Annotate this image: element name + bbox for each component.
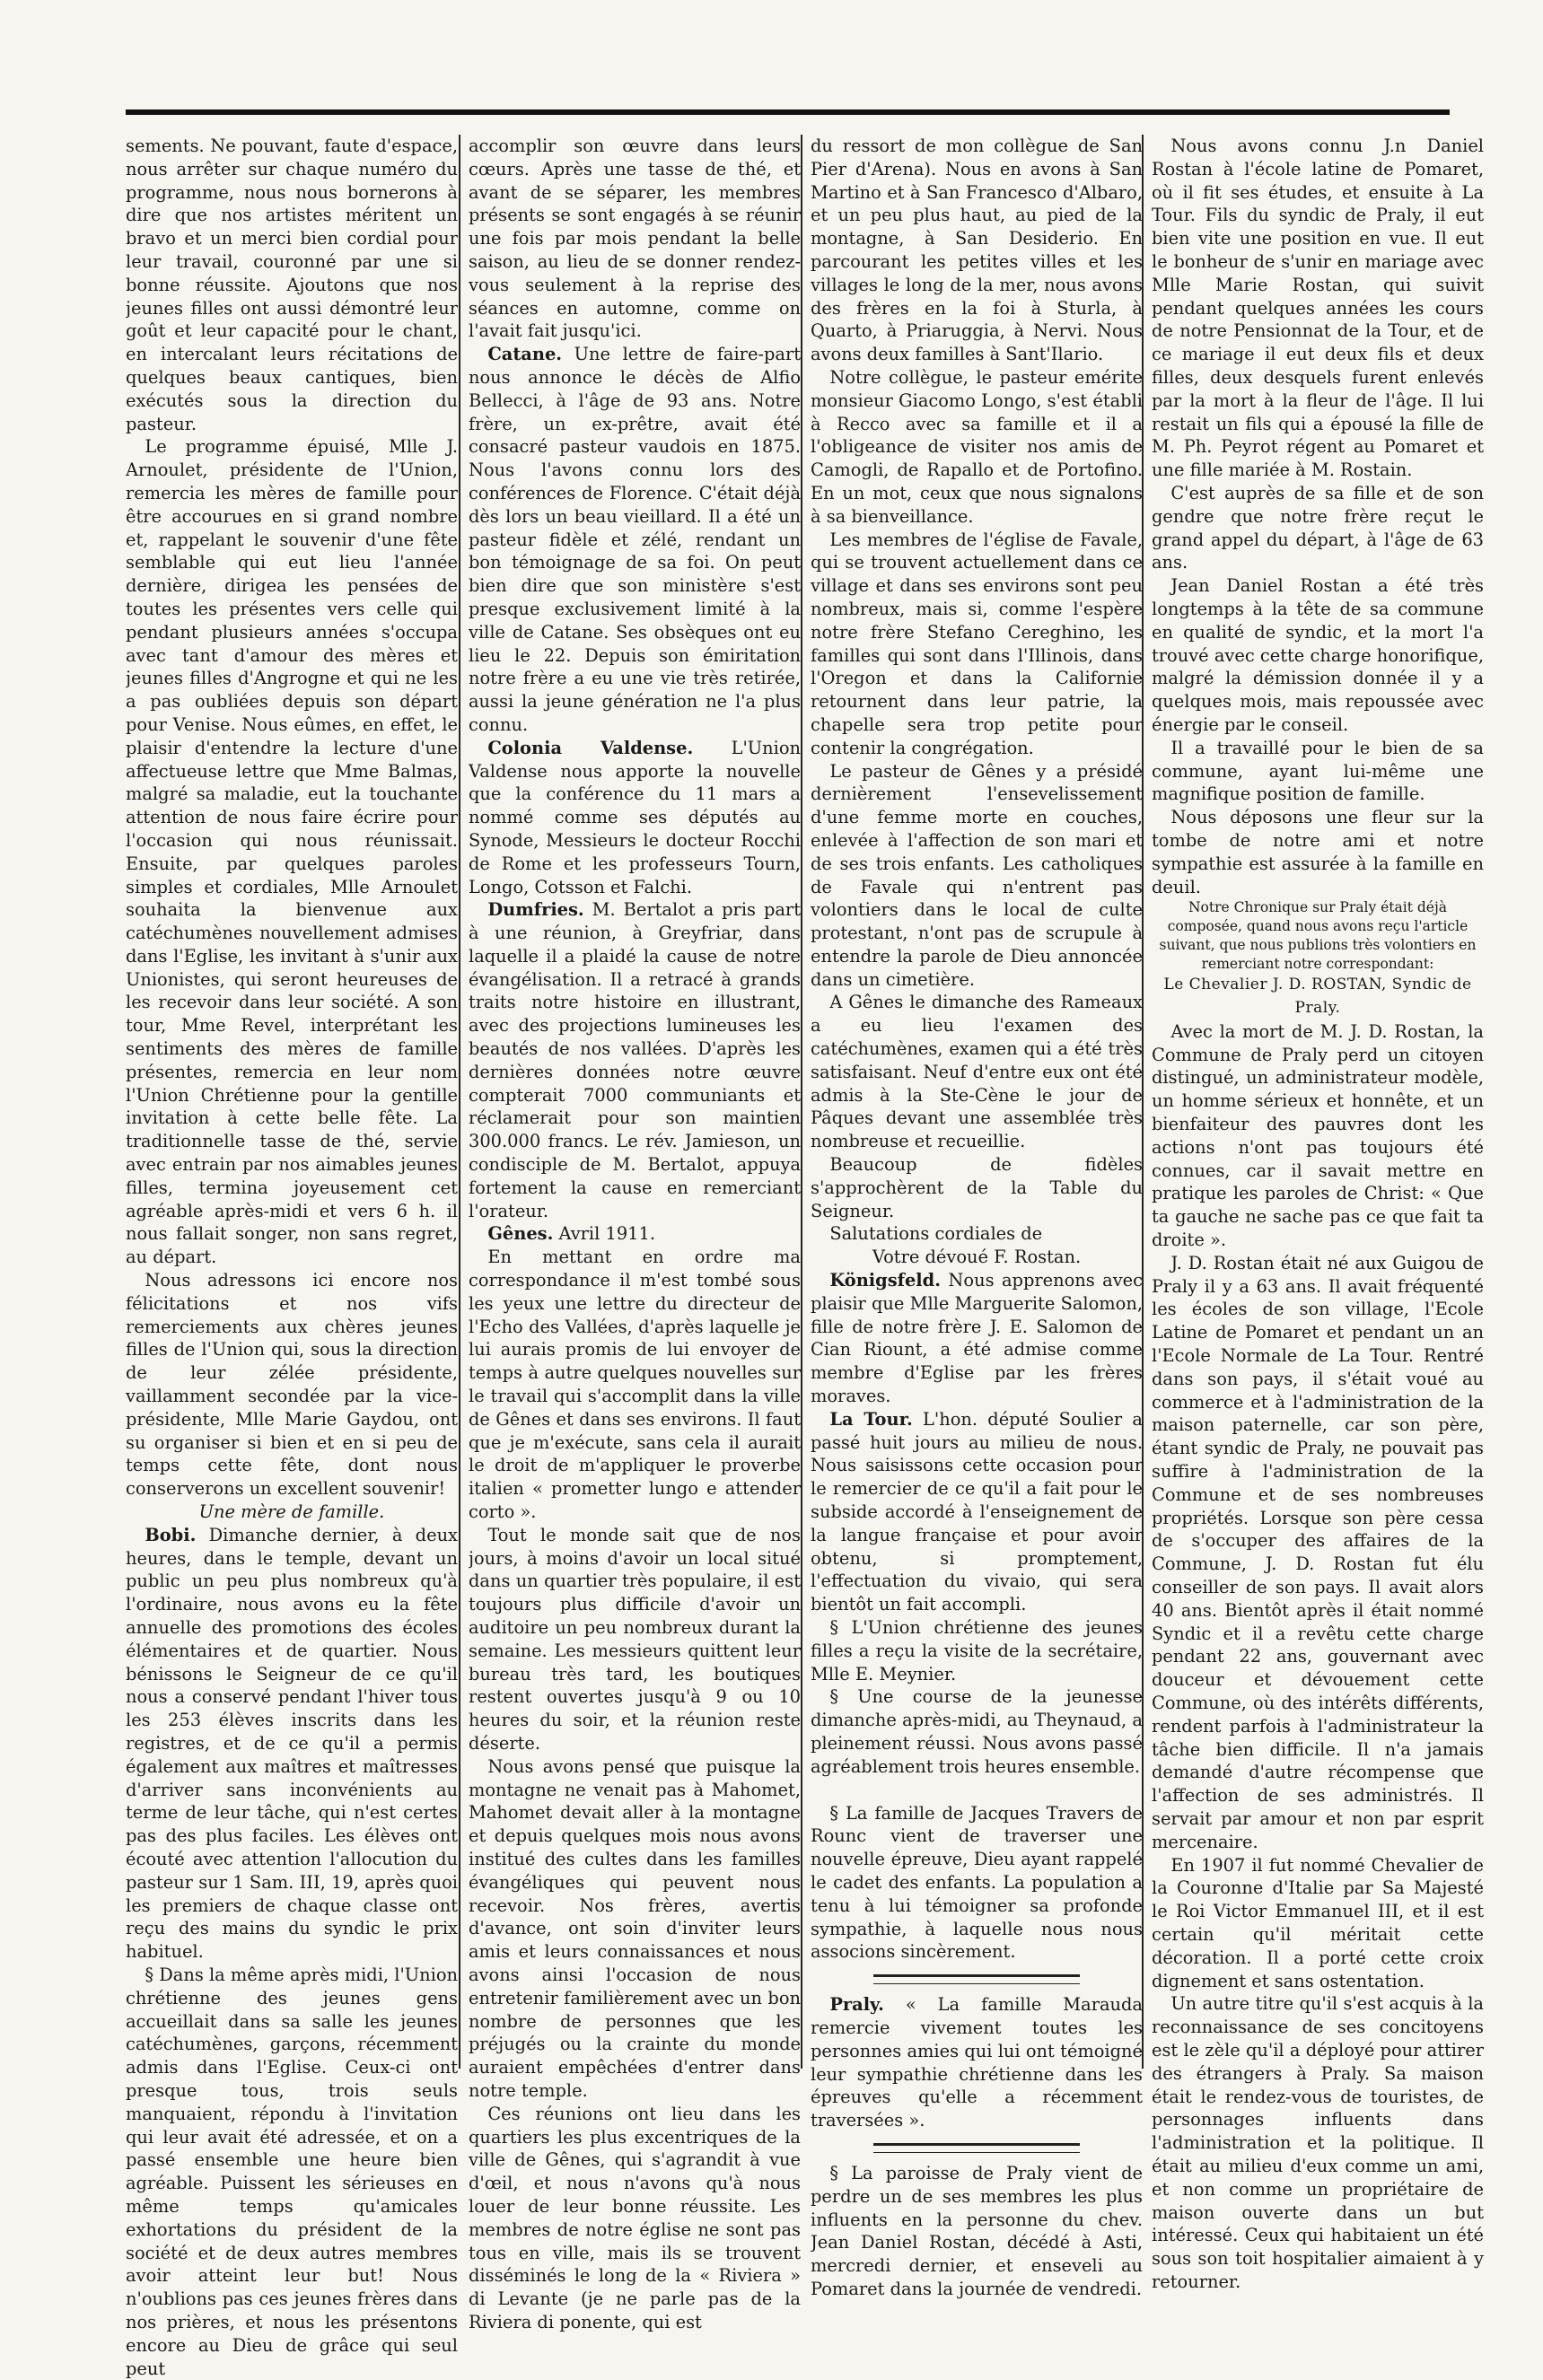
paragraph: Beaucoup de fidèles s'approchèrent de la Table du Seigneur.	[811, 1154, 1143, 1221]
article-text: Dimanche dernier, à deux heures, dans le temple, devant un public un peu plus nombreux qu'à l'ordinaire, nous avons eu la fête annuelle des promotions des écoles élémentaires et de quartier. Nous bénissons le Seigneur de ce qu'il nous a conservé pendant l'hiver tous les 253 élèves inscrits dans les registres, et de ce qu'il a permis également aux maîtres et maîtresses d'arriver sans inconvénients au terme de leur tâche, qui n'est certes pas des plus faciles. Les élèves ont écouté avec attention l'allocution du pasteur sur 1 Sam. III, 19, après quoi les premiers de chaque classe ont reçu des mains du syndic le prix habituel.	[126, 1524, 458, 1963]
place-heading: Praly.	[829, 1994, 884, 2016]
separator-rule	[873, 1974, 1080, 1984]
editor-note: Notre Chronique sur Praly était déjà composée, quand nous avons reçu l'article suivant, que nous publions très volontiers en remerciant notre correspondant:	[1159, 899, 1477, 973]
article-subheading: Le Chevalier J. D. ROSTAN, Syndic de Praly.	[1163, 976, 1472, 1018]
paragraph: Ces réunions ont lieu dans les quartiers les plus excentriques de la ville de Gênes, qui s'agrandit à vue d'œil, et nous n'avons qu'à nous louer de leur bonne réussite. Les membres de notre église ne sont pas tous en ville, mais ils se trouvent disséminés le long de la « Riviera » di Levante (je ne parle pas de la Riviera di ponente, qui est	[469, 2103, 801, 2332]
place-heading: Bobi.	[145, 1524, 197, 1545]
article-text: L'Union Valdense nous apporte la nouvelle que la conférence du 11 mars a nommé comme ses députés au Synode, Messieurs le docteur Rocchi de Rome et les professeurs Tourn, Longo, Cotsson et Falchi.	[469, 737, 801, 897]
article-dumfries	[469, 898, 801, 1222]
paragraph: Nous avons connu J.n Daniel Rostan à l'école latine de Pomaret, où il fit ses études, et ensuite à La Tour. Fils du syndic de Praly, il eut bien vite une position en vue. Il eut le bonheur de s'unir en mariage avec Mlle Marie Rostan, qui suivit pendant quelques années les cours de notre Pensionnat de la Tour, et de ce mariage il eut deux fils et deux filles, deux desquels furent enlevés par la mort à la fleur de l'âge. Il lui restait un fils qui a épousé la fille de M. Ph. Peyrot régent au Pomaret et une fille mariée à M. Rostain.	[1152, 136, 1484, 481]
paragraph: Notre collègue, le pasteur emérite monsieur Giacomo Longo, s'est établi à Recco avec sa famille et il a l'obligeance de visiter nos amis de Camogli, de Rapallo et de Portofino. En un mot, ceux que nous signalons à sa bienveillance.	[811, 366, 1143, 527]
article-text: Une lettre de faire-part nous annonce le décès de Alfio Bellecci, à l'âge de 93 ans. Notre frère, un ex-prêtre, avait été consacré pasteur vaudois en 1875. Nous l'avons connu lors des conférences de Florence. C'était déjà dès lors un beau vieillard. Il a été un pasteur fidèle et zélé, rendant un bon témoignage de sa foi. On peut bien dire que son ministère s'est presque exclusivement limité à la ville de Catane. Ses obsèques ont eu lieu le 22. Depuis son émiritation notre frère a eu une vie très retirée, aussi la jeune génération ne l'a plus connu.	[469, 344, 801, 735]
column-1	[126, 135, 458, 2380]
place-heading: Colonia Valdense.	[487, 737, 694, 758]
paragraph: § Une course de la jeunesse dimanche après-midi, au Theynaud, a pleinement réussi. Nous avons passé agréablement trois heures ensemble.	[811, 1686, 1143, 1777]
article-konigsfeld	[811, 1269, 1143, 1408]
article-praly	[811, 1993, 1143, 2132]
paragraph: Avec la mort de M. J. D. Rostan, la Commune de Praly perd un citoyen distingué, un administrateur modèle, un homme sérieux et honnête, et un bienfaiteur des pauvres dont les actions n'ont pas toujours été connues, car il savait mettre en pratique les paroles de Christ: « Que ta gauche ne sache pas ce que fait ta droite ».	[1152, 1020, 1484, 1251]
place-heading: Königsfeld.	[829, 1270, 941, 1291]
article-bobi	[126, 1524, 458, 1964]
article-text: « La famille Marauda remercie vivement toutes les personnes amies qui lui ont témoigné leur sympathie chrétienne dans les épreuves qu'elle a récemment traversées ».	[811, 1994, 1143, 2131]
paragraph: Le programme épuisé, Mlle J. Arnoulet, présidente de l'Union, remercia les mères de famille pour être accourues en si grand nombre et, rappelant le souvenir d'une fête semblable qui eut lieu l'année dernière, dirigea les pensées de toutes les présentes vers celle qui pendant plusieurs années s'occupa avec tant d'amour des mères et jeunes filles d'Angrogne et qui ne les a pas oubliées depuis son départ pour Venise. Nous eûmes, en effet, le plaisir d'entendre la lecture d'une affectueuse lettre que Mme Balmas, malgré sa maladie, eut la touchante attention de nous faire écrire pour l'occasion qui nous réunissait. Ensuite, par quelques paroles simples et cordiales, Mlle Arnoulet souhaita la bienvenue aux catéchumènes nouvellement admises dans l'Eglise, les invitant à s'unir aux Unionistes, qui seront heureuses de les recevoir dans leur société. A son tour, Mme Revel, interprétant les sentiments des mères de famille présentes, remercia en leur nom l'Union Chrétienne pour la gentille invitation à cette belle fête. La traditionnelle tasse de thé, servie avec entrain par nos aimables jeunes filles, termina joyeusement cet agréable après-midi et vers 6 h. il nous fallait songer, non sans regret, au départ.	[126, 436, 458, 1268]
column-divider	[801, 135, 802, 2069]
article-la-tour	[811, 1408, 1143, 1616]
place-heading: Catane.	[487, 344, 563, 365]
paragraph: Jean Daniel Rostan a été très longtemps à la tête de sa commune en qualité de syndic, et la mort l'a trouvé avec cette charge honorifique, malgré la démission donnée il y a quelques mois, mais repoussée avec énergie par le conseil.	[1152, 575, 1484, 735]
article-text: Nous apprenons avec plaisir que Mlle Marguerite Salomon, fille de notre frère J. E. Salomon de Cian Riount, a été admise comme membre d'Eglise par les frères moraves.	[811, 1270, 1143, 1407]
paragraph: En mettant en ordre ma correspondance il m'est tombé sous les yeux une lettre du directeur de l'Echo des Vallées, d'après laquelle je lui aurais promis de lui envoyer de temps à autre quelques nouvelles sur le travail qui s'accomplit dans la ville de Gênes et dans ses environs. Il faut que je m'exécute, sans cela il aurait le droit de m'appliquer le proverbe italien « prometter lungo e attender corto ».	[469, 1247, 801, 1523]
column-2	[469, 135, 801, 2334]
paragraph: Nous adressons ici encore nos félicitations et nos vifs remerciements aux chères jeunes filles de l'Union qui, sous la direction de leur zélée présidente, vaillamment secondée par la vice-présidente, Mlle Marie Gaydou, ont su organiser si bien et en si peu de temps cette fête, dont nous conserverons un excellent souvenir!	[126, 1270, 458, 1500]
place-heading: La Tour.	[829, 1408, 913, 1430]
column-4	[1152, 135, 1484, 2294]
paragraph: § La famille de Jacques Travers de Rounc vient de traverser une nouvelle épreuve, Dieu ayant rappelé le cadet des enfants. La population a tenu à lui témoigner sa profonde sympathie, à laquelle nous nous associons sincèrement.	[811, 1802, 1143, 1963]
paragraph: Nous avons pensé que puisque la montagne ne venait pas à Mahomet, Mahomet devait aller à la montagne et depuis quelques mois nous avons institué des cultes dans les familles évangéliques qui peuvent nous recevoir. Nos frères, avertis d'avance, ont soin d'inviter leurs amis et leurs connaissances et nous avons ainsi l'occasion de nous entretenir familièrement avec un bon nombre de personnes que les préjugés ou la crainte du monde auraient empêchées d'entrer dans notre temple.	[469, 1755, 801, 2101]
paragraph: § La paroisse de Praly vient de perdre un de ses membres les plus influents en la personne du chev. Jean Daniel Rostan, décédé à Asti, mercredi dernier, et enseveli au Pomaret dans la journée de vendredi.	[811, 2162, 1143, 2299]
place-heading: Dumfries.	[487, 899, 584, 921]
signature: Votre dévoué F. Rostan.	[872, 1247, 1082, 1268]
article-genes	[469, 1222, 801, 1246]
column-3	[811, 135, 1143, 2301]
paragraph: accomplir son œuvre dans leurs cœurs. Après une tasse de thé, et avant de se séparer, les membres présents se sont engagés à se réunir une fois par mois pendant la belle saison, au lieu de se donner rendez-vous seulement à la reprise des séances en automne, comme on l'avait fait jusqu'ici.	[469, 136, 801, 342]
paragraph: Il a travaillé pour le bien de sa commune, ayant lui-même une magnifique position de famille.	[1152, 737, 1484, 805]
paragraph: du ressort de mon collègue de San Pier d'Arena). Nous en avons à San Martino et à San Francesco d'Albaro, et un peu plus haut, au pied de la montagne, à San Desiderio. En parcourant les petites villes et les villages le long de la mer, nous avons des frères en la foi à Sturla, à Quarto, à Priaruggia, à Nervi. Nous avons deux familles à Sant'Ilario.	[811, 136, 1143, 365]
paragraph: Les membres de l'église de Favale, qui se trouvent actuellement dans ce village et dans ses environs sont peu nombreux, mais si, comme l'espère notre frère Stefano Cereghino, les familles qui sont dans l'Illinois, dans l'Oregon et dans la Californie retournent dans leur patrie, la chapelle sera trop petite pour contenir la congrégation.	[811, 529, 1143, 758]
paragraph: Salutations cordiales de	[829, 1223, 1043, 1245]
dateline: Avril 1911.	[553, 1223, 656, 1245]
paragraph: C'est auprès de sa fille et de son gendre que notre frère reçut le grand appel du départ, à l'âge de 63 ans.	[1152, 482, 1484, 573]
signature: Une mère de famille.	[198, 1501, 385, 1523]
article-catane	[469, 343, 801, 737]
article-text: L'hon. député Soulier a passé huit jours au milieu de nous. Nous saisissons cette occasion pour le remercier de ce qu'il a fait pour le subside accordé à l'enseignement de la langue française et pour avoir obtenu, si promptement, l'effectuation du vivaio, qui sera bientôt un fait accompli.	[811, 1408, 1143, 1615]
spacer	[811, 1779, 1143, 1802]
article-colonia	[469, 737, 801, 899]
paragraph: Le pasteur de Gênes y a présidé dernièrement l'ensevelissement d'une femme morte en couches, enlevée à l'affection de son mari et de ses trois enfants. Les catholiques de Favale qui n'entrent pas volontiers dans le local de culte protestant, n'ont pas de scrupule à entendre la parole de Dieu annoncée dans un cimetière.	[811, 760, 1143, 990]
paragraph: J. D. Rostan était né aux Guigou de Praly il y a 63 ans. Il avait fréquenté les écoles de son village, l'Ecole Latine de Pomaret et pendant un an l'Ecole Normale de La Tour. Rentré dans son pays, il s'était voué au commerce et à l'administration de la maison paternelle, car son père, étant syndic de Praly, ne pouvait pas suffire à l'administration de la Commune et de ses nombreuses propriétés. Lorsque son père cessa de s'occuper des affaires de la Commune, J. D. Rostan fut élu conseiller de son pays. Il avait alors 40 ans. Bientôt après il était nommé Syndic et il a revêtu cette charge pendant 22 ans, gouvernant avec douceur et dévouement cette Commune, où des intérêts différents, rendent parfois à l'administrateur la tâche bien difficile. Il n'a jamais demandé d'autre récompense que l'affection de ses administrés. Il servait par amour et non par esprit mercenaire.	[1152, 1252, 1484, 1852]
column-divider	[459, 135, 460, 2069]
paragraph: En 1907 il fut nommé Chevalier de la Couronne d'Italie par Sa Majesté le Roi Victor Emmanuel III, et il est certain qu'il méritait cette décoration. Il a porté cette croix dignement et sans ostentation.	[1152, 1854, 1484, 1991]
paragraph: Un autre titre qu'il s'est acquis à la reconnaissance de ses concitoyens est le zèle qu'il a déployé pour attirer des étrangers à Praly. Sa maison était le rendez-vous de touristes, de personnages influents dans l'administration et la politique. Il était au milieu d'eux comme un ami, et non comme un propriétaire de maison ouverte dans un but intéressé. Ceux qui habitaient un été sous son toit hospitalier aimaient à y retourner.	[1152, 1993, 1484, 2292]
paragraph: § Dans la même après midi, l'Union chrétienne des jeunes gens accueillait dans sa salle les jeunes catéchumènes, garçons, récemment admis dans l'Eglise. Ceux-ci ont presque tous, trois seuls manquaient, répondu à l'invitation qui leur avait été adressée, et on a passé ensemble une heure bien agréable. Puissent les sérieuses en même temps qu'amicales exhortations du président de la société et de deux autres membres avoir atteint leur but! Nous n'oublions pas ces jeunes frères dans nos prières, et nous les présentons encore au Dieu de grâce qui seul peut	[126, 1964, 458, 2379]
paragraph: sements. Ne pouvant, faute d'espace, nous arrêter sur chaque numéro du programme, nous nous bornerons à dire que nos artistes méritent un bravo et un merci bien cordial pour leur travail, couronné par une si bonne réussite. Ajoutons que nos jeunes filles ont aussi démontré leur goût et leur capacité pour le chant, en intercalant leurs récitations de quelques beaux cantiques, bien exécutés sous la direction du pasteur.	[126, 136, 458, 434]
paragraph: Nous déposons une fleur sur la tombe de notre ami et notre sympathie est assurée à la famille en deuil.	[1152, 807, 1484, 897]
separator-rule	[873, 2143, 1080, 2153]
place-heading: Gênes.	[487, 1223, 554, 1245]
article-text: M. Bertalot a pris part à une réunion, à Greyfriar, dans laquelle il a plaidé la cause de notre évangélisation. Il a retracé à grands traits notre histoire en illustrant, avec des projections lumineuses les beautés de nos vallées. D'après les dernières données notre œuvre compterait 7000 communiants et réclamerait pour son maintien 300.000 francs. Le rév. Jamieson, un condisciple de M. Bertalot, appuya fortement la cause en remerciant l'orateur.	[469, 899, 801, 1221]
paragraph: Tout le monde sait que de nos jours, à moins d'avoir un local situé dans un quartier très populaire, il est toujours plus difficile d'avoir un auditoire un peu nombreux durant la semaine. Les messieurs quittent leur bureau très tard, les boutiques restent ouvertes jusqu'à 9 ou 10 heures du soir, et la réunion reste déserte.	[469, 1524, 801, 1754]
paragraph: § L'Union chrétienne des jeunes filles a reçu la visite de la secrétaire, Mlle E. Meynier.	[811, 1617, 1143, 1684]
header-rule	[126, 109, 1450, 115]
paragraph: A Gênes le dimanche des Rameaux a eu lieu l'examen des catéchumènes, examen qui a été très satisfaisant. Neuf d'entre eux ont été admis à la Ste-Cène le jour de Pâques devant une assemblée très nombreuse et recueillie.	[811, 992, 1143, 1152]
